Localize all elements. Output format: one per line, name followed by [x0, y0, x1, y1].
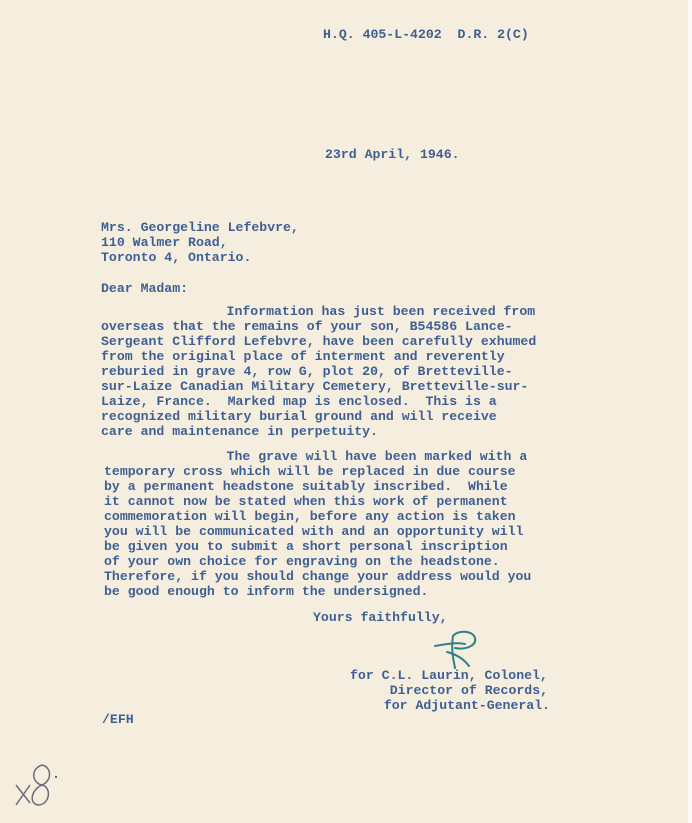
body-line: Sergeant Clifford Lefebvre, have been carefully exhumed — [101, 334, 537, 349]
salutation: Dear Madam: — [101, 281, 189, 296]
body-line: from the original place of interment and reverently — [101, 349, 505, 364]
handwritten-note — [8, 755, 68, 815]
body-line: it cannot now be stated when this work of permanent — [104, 494, 508, 509]
reference-number: H.Q. 405-L-4202 D.R. 2(C) — [323, 27, 529, 42]
closing: Yours faithfully, — [313, 610, 448, 625]
body-line: recognized military burial ground and will receive — [101, 409, 497, 424]
typist-initials: /EFH — [102, 712, 134, 727]
body-line: temporary cross which will be replaced in due course — [104, 464, 516, 479]
body-line: reburied in grave 4, row G, plot 20, of Bretteville- — [101, 364, 513, 379]
body-line: Therefore, if you should change your address would you — [104, 569, 532, 584]
handwritten-signature — [425, 628, 495, 672]
body-line: be given you to submit a short personal inscription — [104, 539, 508, 554]
page-edge — [688, 0, 692, 823]
signature-line: Director of Records, — [366, 683, 549, 698]
address-line: Mrs. Georgeline Lefebvre, — [101, 220, 299, 235]
body-line: be good enough to inform the undersigned. — [104, 584, 429, 599]
body-line: The grave will have been marked with a — [92, 449, 528, 464]
address-line: Toronto 4, Ontario. — [101, 250, 252, 265]
body-line: Information has just been received from — [92, 304, 536, 319]
letter-date: 23rd April, 1946. — [325, 147, 460, 162]
body-line: sur-Laize Canadian Military Cemetery, Bretteville-sur- — [101, 379, 529, 394]
body-line: overseas that the remains of your son, B54586 Lance- — [101, 319, 513, 334]
signature-line: for C.L. Laurin, Colonel, — [350, 668, 548, 683]
address-line: 110 Walmer Road, — [101, 235, 228, 250]
signature-line: for Adjutant-General. — [368, 698, 551, 713]
body-line: of your own choice for engraving on the headstone. — [104, 554, 500, 569]
body-line: by a permanent headstone suitably inscribed. While — [104, 479, 508, 494]
body-line: Laize, France. Marked map is enclosed. This is a — [101, 394, 497, 409]
body-line: commemoration will begin, before any action is taken — [104, 509, 516, 524]
body-line: care and maintenance in perpetuity. — [101, 424, 378, 439]
body-line: you will be communicated with and an opportunity will — [104, 524, 524, 539]
